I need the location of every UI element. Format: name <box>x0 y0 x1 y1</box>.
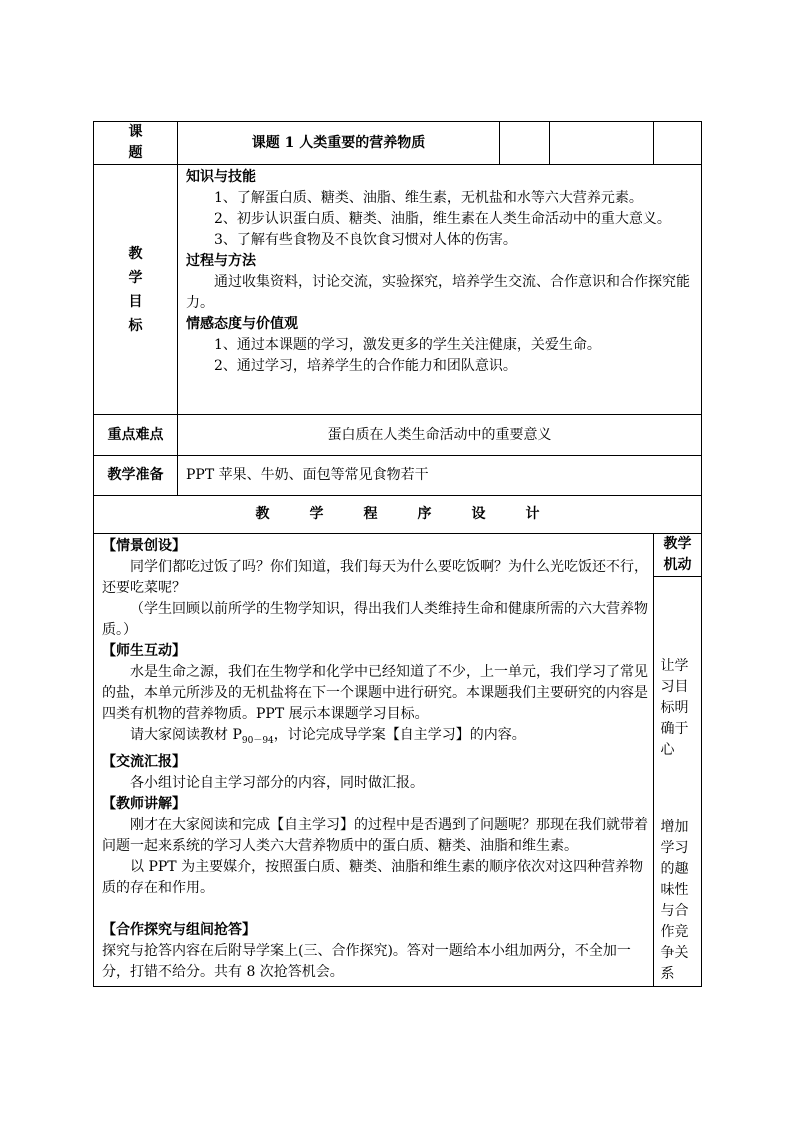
interact-text: 水是生命之源，我们在生物学和化学中已经知道了不少，上一单元，我们学习了常见的盐，本单元所涉及的无机盐将在下一个课题中进行研究。本课题我们主要研究的内容是四类有机物的营养物质。PPT 展示本课题学习目标。 <box>102 664 648 722</box>
scene-heading: 【情景创设】 <box>102 538 186 554</box>
side-note-2: 增加学习的趣味性与合作竞争关系 <box>660 819 689 982</box>
key-points-label: 重点难点 <box>94 415 178 456</box>
scene-text: 同学们都吃过饭了吗？你们知道，我们每天为什么要吃饭啊？为什么光吃饭还不行，还要吃菜呢？ <box>102 559 648 596</box>
side-header: 教学机动 <box>654 534 702 577</box>
attitude-item-1: 1、通过本课题的学习，激发更多的学生关注健康，关爱生命。 <box>214 337 601 353</box>
procedure-title-row <box>94 496 702 534</box>
side-notes <box>654 577 702 987</box>
page-range: 90－94 <box>241 735 274 746</box>
interact-heading: 【师生互动】 <box>102 643 186 659</box>
knowledge-item-3: 3、了解有些食物及不良饮食习惯对人体的伤害。 <box>214 232 517 248</box>
topic-blank-cell <box>500 122 550 165</box>
knowledge-item-1: 1、了解蛋白质、糖类、油脂、维生素，无机盐和水等六大营养元素。 <box>214 190 643 206</box>
key-points-row <box>94 415 702 456</box>
procedure-header-row <box>94 534 702 577</box>
report-heading: 【交流汇报】 <box>102 753 186 770</box>
side-note-1: 让学习目标明确于心 <box>660 658 689 758</box>
preparation-text: PPT 苹果、牛奶、面包等常见食物若干 <box>178 456 702 496</box>
procedure-content <box>94 534 654 987</box>
preparation-row <box>94 456 702 496</box>
lecture-heading: 【教师讲解】 <box>102 795 186 812</box>
process-heading: 过程与方法 <box>186 253 256 269</box>
process-text: 通过收集资料，讨论交流，实验探究，培养学生交流、合作意识和合作探究能力。 <box>186 274 690 311</box>
reading-instruction: 请大家阅读教材 $P_{90-94}$，讨论完成导学案【自主学习】的内容。 <box>130 727 526 746</box>
lesson-plan-table <box>93 121 702 987</box>
blank-line <box>102 899 649 920</box>
topic-title: 课题 1 人类重要的营养物质 <box>178 122 500 165</box>
scene-note: （学生回顾以前所学的生物学知识，得出我们人类维持生命和健康所需的六大营养物质。） <box>102 601 648 638</box>
report-text: 各小组讨论自主学习部分的内容，同时做汇报。 <box>130 774 424 791</box>
attitude-item-2: 2、通过学习，培养学生的合作能力和团队意识。 <box>214 358 517 374</box>
goals-row <box>94 165 702 415</box>
topic-blank-cell-3 <box>654 122 702 165</box>
attitude-heading: 情感态度与价值观 <box>186 316 298 332</box>
coop-heading: 【合作探究与组间抢答】 <box>102 921 256 938</box>
goals-label: 教 学 目 标 <box>94 165 178 415</box>
topic-row <box>94 122 702 165</box>
procedure-title: 教学程序设计 <box>94 496 702 534</box>
knowledge-heading: 知识与技能 <box>186 169 256 185</box>
goals-content <box>178 165 702 415</box>
topic-label: 课 题 <box>94 122 178 165</box>
knowledge-item-2: 2、初步认识蛋白质、糖类、油脂，维生素在人类生命活动中的重大意义。 <box>214 211 671 227</box>
key-points-text: 蛋白质在人类生命活动中的重要意义 <box>178 415 702 456</box>
lecture-text-2: 以 PPT 为主要媒介，按照蛋白质、糖类、油脂和维生素的顺序依次对这四种营养物质的存在和作用。 <box>102 858 644 896</box>
topic-blank-cell-2 <box>550 122 654 165</box>
preparation-label: 教学准备 <box>94 456 178 496</box>
coop-text: 探究与抢答内容在后附导学案上(三、合作探究)。答对一题给本小组加两分，不全加一分，打错不给分。共有 8 次抢答机会。 <box>102 942 631 980</box>
lecture-text: 刚才在大家阅读和完成【自主学习】的过程中是否遇到了问题呢？那现在我们就带着问题一起来系统的学习人类六大营养物质中的蛋白质、糖类、油脂和维生素。 <box>102 816 648 854</box>
